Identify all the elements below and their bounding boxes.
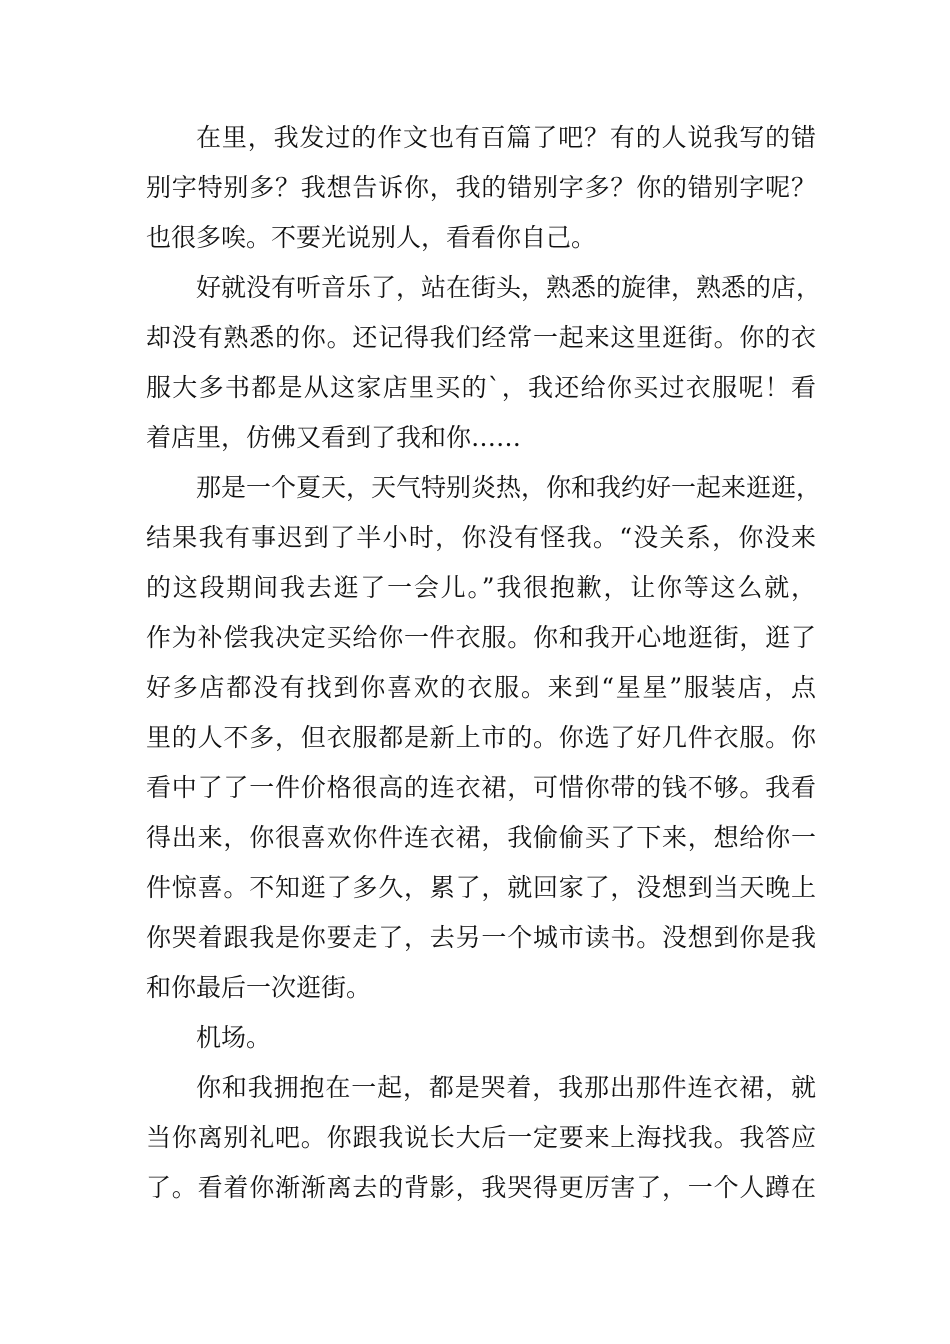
text-line: 了。看着你渐渐离去的背影，我哭得更厉害了，一个人蹲在 bbox=[146, 1173, 816, 1202]
text-line: 里的人不多，但衣服都是新上市的。你选了好几件衣服。你 bbox=[146, 723, 816, 752]
text-line: 机场。 bbox=[196, 1023, 272, 1052]
text-line: 别字特别多？我想告诉你，我的错别字多？你的错别字呢？ bbox=[146, 173, 816, 202]
text-line: 作为补偿我决定买给你一件衣服。你和我开心地逛街，逛了 bbox=[146, 623, 816, 652]
text-line: 在里，我发过的作文也有百篇了吧？有的人说我写的错 bbox=[196, 123, 816, 152]
text-line: 你和我拥抱在一起，都是哭着，我那出那件连衣裙，就 bbox=[196, 1073, 816, 1102]
paragraph bbox=[146, 463, 822, 1013]
document-body bbox=[146, 113, 822, 1213]
text-line: 的这段期间我去逛了一会儿。”我很抱歉，让你等这么就， bbox=[146, 573, 816, 602]
paragraph bbox=[146, 113, 816, 263]
text-line: 也很多唉。不要光说别人，看看你自己。 bbox=[146, 223, 597, 252]
paragraph bbox=[146, 263, 822, 463]
text-line: 却没有熟悉的你。还记得我们经常一起来这里逛街。你的衣 bbox=[146, 323, 816, 352]
text-line: 好就没有听音乐了，站在街头，熟悉的旋律，熟悉的店， bbox=[196, 273, 822, 302]
text-line: 着店里，仿佛又看到了我和你…… bbox=[146, 423, 522, 452]
text-line: 当你离别礼吧。你跟我说长大后一定要来上海找我。我答应 bbox=[146, 1123, 816, 1152]
text-line: 那是一个夏天，天气特别炎热，你和我约好一起来逛逛， bbox=[196, 473, 822, 502]
text-line: 看中了了一件价格很高的连衣裙，可惜你带的钱不够。我看 bbox=[146, 773, 816, 802]
text-line: 件惊喜。不知逛了多久，累了，就回家了，没想到当天晚上 bbox=[146, 873, 816, 902]
text-line: 结果我有事迟到了半小时，你没有怪我。“没关系，你没来 bbox=[146, 523, 816, 552]
text-line: 好多店都没有找到你喜欢的衣服。来到“星星”服装店，点 bbox=[146, 673, 816, 702]
text-line: 和你最后一次逛街。 bbox=[146, 973, 372, 1002]
text-line: 得出来，你很喜欢你件连衣裙，我偷偷买了下来，想给你一 bbox=[146, 823, 816, 852]
paragraph bbox=[146, 1063, 816, 1213]
text-line: 服大多书都是从这家店里买的`，我还给你买过衣服呢！看 bbox=[146, 373, 816, 402]
paragraph bbox=[146, 1013, 816, 1063]
text-line: 你哭着跟我是你要走了，去另一个城市读书。没想到你是我 bbox=[146, 923, 816, 952]
